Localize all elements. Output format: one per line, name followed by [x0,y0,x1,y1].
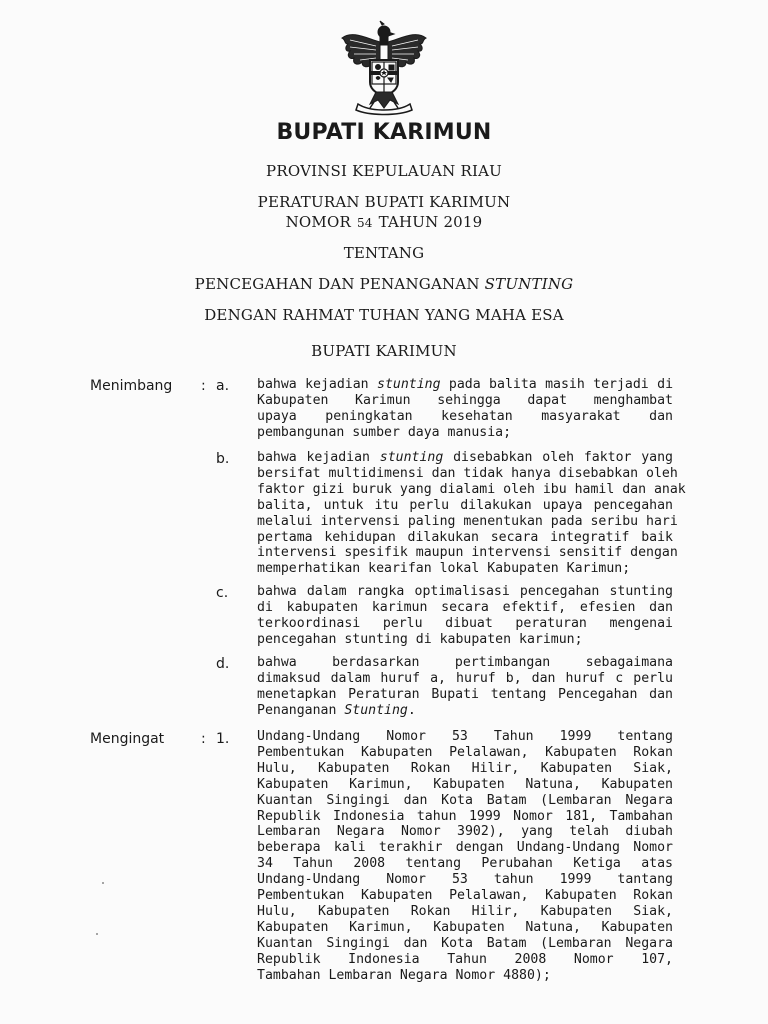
nomor-label: NOMOR [285,213,351,231]
menimbang-item-b [257,450,686,577]
paragraph-line: menetapkan Peraturan Bupati tentang Pencegahan dan [257,686,673,702]
subject-prefix: PENCEGAHAN DAN PENANGANAN [194,275,480,293]
italic-term: Stunting [344,702,408,718]
paragraph-line: memperhatikan kearifan lokal Kabupaten Karimun; [257,561,631,577]
paragraph-line: faktor gizi buruk yang dialami oleh ibu hamil dan anak [257,481,686,497]
paragraph-line: terkoordinasi perlu dibuat peraturan mengenai [257,615,673,631]
mengingat-label: Mengingat [90,731,165,747]
paragraph-line: bahwa berdasarkan pertimbangan sebagaimana [257,655,673,670]
scan-speck [102,882,104,884]
menimbang-marker-c: c. [216,585,229,601]
paragraph-line: Kabupaten Karimun sehingga dapat menghambat [257,392,673,408]
paragraph-line: bahwa kejadian stunting pada balita masih terjadi di [257,377,674,392]
menimbang-item-c [257,584,673,648]
paragraph-line: balita, untuk itu perlu dilakukan upaya pencegahan [257,497,673,513]
menimbang-marker-b: b. [216,451,230,467]
paragraph-line: pencegahan stunting di kabupaten karimun; [257,631,583,647]
paragraph-line: Penanganan Stunting. [257,702,416,718]
mengingat-item-1 [257,729,673,984]
garuda-emblem-icon [336,20,432,116]
paragraph-line: bahwa dalam rangka optimalisasi pencegahan stunting [257,584,673,599]
tahun-label: TAHUN 2019 [378,213,483,231]
menimbang-item-a [257,377,673,441]
paragraph-line: Republik Indonesia tahun 1999 Nomor 181, Tambahan [257,808,673,824]
paragraph-line: bahwa kejadian stunting disebabkan oleh faktor yang [257,450,673,465]
italic-term: stunting [377,377,441,392]
paragraph-line: Kuantan Singingi dan Kota Batam (Lembaran Negara [257,935,673,951]
mengingat-marker-1: 1. [216,731,230,747]
menimbang-marker-d: d. [216,656,230,672]
paragraph-line: melalui intervensi paling menentukan pada seribu hari [257,513,678,529]
paragraph-line: Lembaran Negara Nomor 3902), yang telah diubah [257,824,673,840]
paragraph-line: intervensi spesifik maupun intervensi sensitif dengan [257,545,678,561]
italic-term: stunting [379,450,444,465]
paragraph-line: Undang-Undang Nomor 53 tahun 1999 tantang [257,872,673,888]
paragraph-line: Pembentukan Kabupaten Pelalawan, Kabupaten Rokan [257,888,673,904]
paragraph-line: dimaksud dalam huruf a, huruf b, dan huruf c perlu [257,670,673,686]
regulation-number-line [0,213,768,231]
paragraph-line: Undang-Undang Nomor 53 Tahun 1999 tentang [257,729,673,744]
paragraph-line: Hulu, Kabupaten Rokan Hilir, Kabupaten Siak, [257,903,673,919]
nomor-value: 54 [356,216,373,230]
mengingat-colon: : [201,731,206,747]
paragraph-line: bersifat multidimensi dan tidak hanya disebabkan oleh [257,465,678,481]
paragraph-line: Hulu, Kabupaten Rokan Hilir, Kabupaten Siak, [257,760,673,776]
paragraph-line: Tambahan Lembaran Negara Nomor 4880); [257,967,551,983]
paragraph-line: beberapa kali terakhir dengan Undang-Undang Nomor [257,840,673,856]
paragraph-line: di kabupaten karimun secara efektif, efesien dan [257,599,673,615]
menimbang-label: Menimbang [90,378,173,394]
menimbang-item-d [257,655,673,719]
paragraph-line: 34 Tahun 2008 tentang Perubahan Ketiga atas [257,856,673,872]
paragraph-line: Kabupaten Karimun, Kabupaten Natuna, Kabupaten [257,776,673,792]
preamble-grace: DENGAN RAHMAT TUHAN YANG MAHA ESA [204,306,564,324]
document-title: BUPATI KARIMUN [276,120,492,145]
paragraph-line: Kabupaten Karimun, Kabupaten Natuna, Kabupaten [257,919,673,935]
paragraph-line: Pembentukan Kabupaten Pelalawan, Kabupaten Rokan [257,744,673,760]
province-line: PROVINSI KEPULAUAN RIAU [266,162,502,180]
paragraph-line: Republik Indonesia Tahun 2008 Nomor 107, [257,951,673,967]
paragraph-line: pembangunan sumber daya manusia; [257,424,512,440]
paragraph-line: upaya peningkatan kesehatan masyarakat dan [257,408,673,424]
subject-italic: STUNTING [484,275,574,293]
menimbang-colon: : [201,378,206,394]
paragraph-line: Kuantan Singingi dan Kota Batam (Lembaran Negara [257,792,673,808]
scan-speck [96,933,98,935]
paragraph-line: pertama kehidupan dilakukan secara integratif baik [257,529,673,545]
regulation-heading: PERATURAN BUPATI KARIMUN [257,193,511,211]
menimbang-marker-a: a. [216,378,230,394]
tentang-heading: TENTANG [343,244,425,262]
regulation-subject [0,275,768,293]
issuer-heading: BUPATI KARIMUN [311,342,457,360]
